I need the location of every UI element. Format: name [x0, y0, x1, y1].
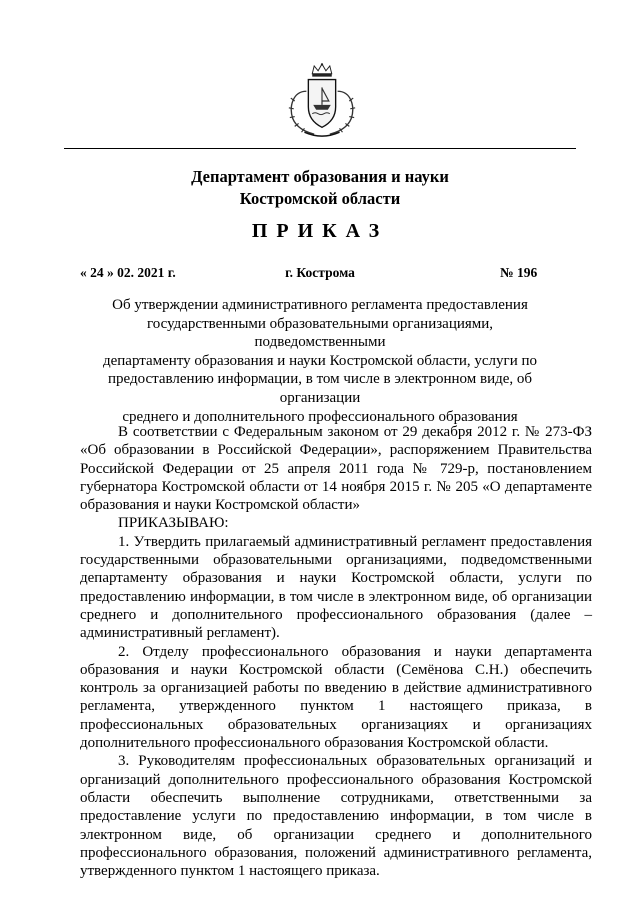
directive-word: ПРИКАЗЫВАЮ: [118, 515, 229, 532]
order-city: г. Кострома [285, 265, 355, 280]
order-title: ПРИКАЗ [251, 220, 389, 242]
order-subject [84, 296, 556, 426]
order-body [80, 423, 592, 880]
preamble-paragraph: В соответствии с Федеральным законом от 29 декабря 2012 г. № 273-ФЗ «Об образовании в Российской Федерации», распоряжением Правительства Российской Федерации от 25 апреля 2011 года № 729-р, постановлением губернатора Костромской области от 14 ноября 2015 г. № 205 «О департаменте образования и науки Костромской области» [80, 424, 592, 514]
order-number: № 196 [500, 265, 538, 280]
department-line-1: Департамент образования и науки [191, 167, 449, 186]
coat-of-arms-icon [283, 62, 361, 140]
department-name [64, 166, 576, 210]
subject-line: государственными образовательными организациями, подведомственными [146, 315, 494, 351]
header-divider [64, 148, 576, 149]
subject-line: среднего и дополнительного профессионального образования [122, 408, 518, 425]
subject-line: предоставлению информации, в том числе в электронном виде, об организации [107, 371, 533, 406]
subject-line: Об утверждении административного регламента предоставления [112, 297, 528, 313]
order-date: « 24 » 02. 2021 г. [80, 265, 176, 280]
order-item-3: 3. Руководителям профессиональных образовательных организаций и организаций дополнительного профессионального образования Костромской области обеспечить выполнение сотрудниками, ответственными за предоставление услуги по предоставлению информации, в том числе в электронном виде, об организации среднего и дополнительного профессионального образования, положений административного регламента, утвержденного пунктом 1 настоящего приказа. [80, 753, 592, 880]
order-item-2: 2. Отделу профессионального образования и науки департамента образования и науки Костромской области (Семёнова С.Н.) обеспечить контроль за организацией работы по введению в действие административного регламента, утвержденного пунктом 1 настоящего приказа, в профессиональных образовательных организациях и организациях дополнительного профессионального образования Костромской области. [80, 643, 592, 752]
subject-line: департаменту образования и науки Костромской области, услуги по [102, 352, 538, 369]
order-item-1: 1. Утвердить прилагаемый административный регламент предоставления государственными образовательными организациями, подведомственными департаменту образования и науки Костромской области, услуги по предоставлению информации, в том числе в электронном виде, об организации среднего и дополнительного профессионального образования (далее – административный регламент). [80, 533, 592, 642]
department-line-2: Костромской области [239, 189, 401, 208]
